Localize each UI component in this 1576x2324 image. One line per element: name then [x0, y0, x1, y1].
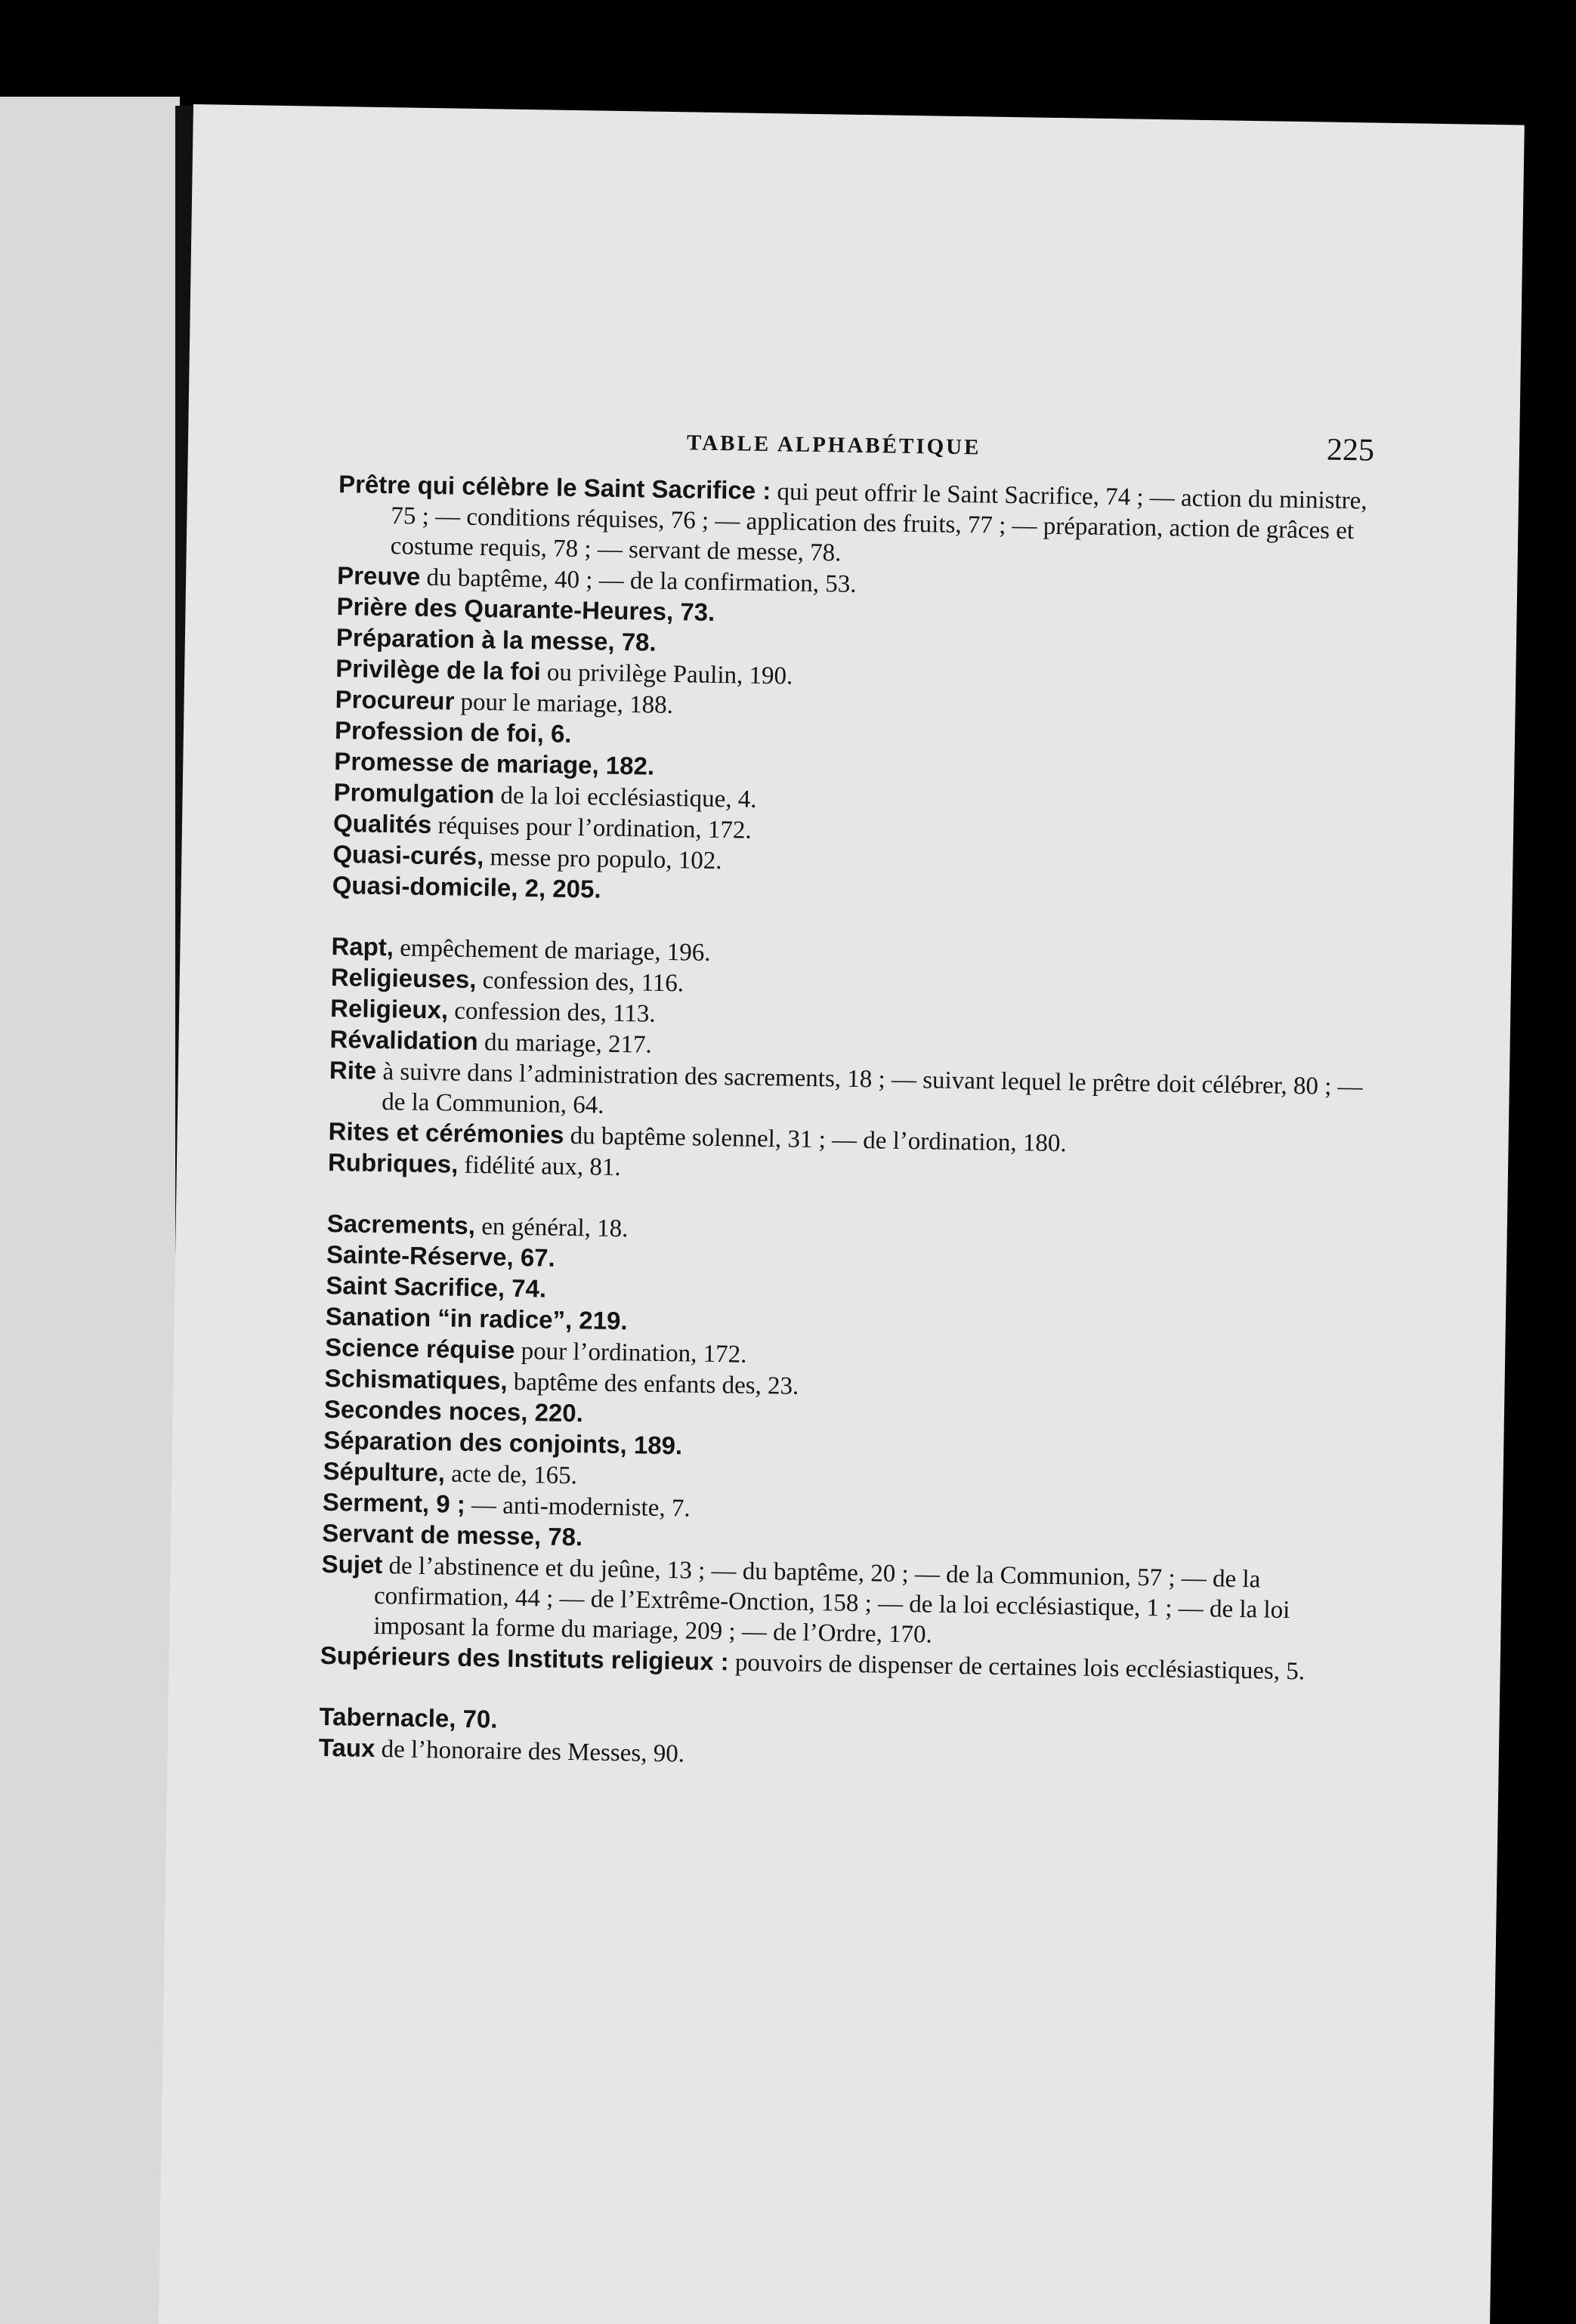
entry-text: empêchement de mariage, 196.	[393, 934, 711, 967]
entry-heading: Rites et cérémonies	[328, 1116, 564, 1149]
entry-heading: Procureur	[335, 685, 455, 715]
entry-heading: Rite	[329, 1055, 377, 1085]
entry-heading: Science réquise	[324, 1332, 515, 1364]
entry-heading: Qualités	[332, 809, 432, 839]
entry-text: pouvoirs de dispenser de certaines lois ecclésiastiques, 5.	[728, 1649, 1306, 1686]
index-entries	[319, 469, 1374, 1779]
entry-heading: Servant de messe, 78.	[322, 1518, 583, 1551]
entry-text: pour l’ordination, 172.	[515, 1337, 747, 1369]
entry-text: acte de, 165.	[444, 1460, 578, 1490]
entry-heading: Rapt,	[331, 932, 394, 961]
entry-text: ou privilège Paulin, 190.	[540, 659, 793, 690]
entry-text: de l’abstinence et du jeûne, 13 ; — du baptême, 20 ; — de la Communion, 57 ; — de la confirmation, 44 ; — de l’Extrême-Onction, 158 ; — de la loi ecclésiastique, 1 ; — de la loi imposant la forme du mariage, 209 ; — de l’Ordre, 170.	[373, 1552, 1290, 1649]
index-entry	[320, 1549, 1357, 1657]
entry-heading: Religieuses,	[330, 963, 477, 994]
entry-text: qui peut offrir le Saint Sacrifice, 74 ; — action du ministre, 75 ; — conditions réquises, 76 ; — application des fruits, 77 ; — préparation, action de grâces et costume requis, 78 ; — servant de messe, 78.	[390, 478, 1367, 567]
entry-heading: Quasi-domicile, 2, 205.	[332, 871, 601, 903]
entry-text: réquises pour l’ordination, 172.	[431, 812, 752, 844]
entry-heading: Révalidation	[329, 1024, 479, 1056]
index-entry	[338, 469, 1374, 577]
entry-heading: Sépulture,	[323, 1456, 446, 1487]
left-page-edge	[0, 97, 180, 2324]
entry-text: de la loi ecclésiastique, 4.	[494, 782, 757, 813]
entry-heading: Sacrements,	[326, 1208, 476, 1240]
entry-text: à suivre dans l’administration des sacrements, 18 ; — suivant lequel le prêtre doit célébrer, 80 ; — de la Communion, 64.	[375, 1057, 1363, 1119]
entry-heading: Supérieurs des Instituts religieux :	[320, 1640, 729, 1676]
entry-text: confession des, 116.	[476, 967, 684, 998]
page-number: 225	[1326, 432, 1375, 468]
entry-text: fidélité aux, 81.	[458, 1151, 621, 1182]
entry-heading: Rubriques,	[327, 1147, 459, 1178]
entry-text: confession des, 113.	[447, 997, 656, 1028]
entry-heading: Préparation à la messe, 78.	[335, 623, 657, 656]
entry-heading: Taux	[318, 1733, 375, 1763]
entry-heading: Saint Sacrifice, 74.	[326, 1270, 547, 1303]
entry-heading: Promesse de mariage, 182.	[334, 747, 655, 780]
entry-text: baptême des enfants des, 23.	[507, 1368, 799, 1400]
entry-heading: Privilège de la foi	[335, 654, 541, 686]
entry-heading: Promulgation	[333, 778, 495, 809]
entry-text: du mariage, 217.	[477, 1029, 653, 1059]
entry-heading: Séparation des conjoints, 189.	[323, 1425, 683, 1460]
index-page	[159, 104, 1525, 2324]
page-content	[319, 416, 1375, 1779]
entry-heading: Quasi-curés,	[332, 840, 484, 871]
entry-heading: Prêtre qui célèbre le Saint Sacrifice :	[338, 470, 771, 505]
entry-heading: Sujet	[321, 1549, 383, 1579]
entry-heading: Religieux,	[329, 993, 449, 1024]
entry-heading: Tabernacle, 70.	[319, 1702, 498, 1733]
entry-heading: Prière des Quarante-Heures, 73.	[336, 592, 715, 626]
entry-heading: Serment, 9 ;	[322, 1487, 466, 1518]
entry-text: — anti-moderniste, 7.	[465, 1491, 691, 1523]
entry-text: du baptême solennel, 31 ; — de l’ordination, 180.	[564, 1122, 1067, 1158]
entry-text: de l’honoraire des Messes, 90.	[375, 1736, 685, 1768]
entry-heading: Sainte-Réserve, 67.	[326, 1239, 556, 1272]
running-title: TABLE ALPHABÉTIQUE	[686, 431, 981, 460]
entry-text: du baptême, 40 ; — de la confirmation, 53.	[419, 563, 857, 598]
entry-heading: Secondes noces, 220.	[323, 1394, 584, 1427]
entry-heading: Profession de foi, 6.	[334, 716, 572, 748]
entry-text: pour le mariage, 188.	[454, 688, 674, 720]
entry-heading: Preuve	[336, 561, 421, 591]
entry-text: en général, 18.	[474, 1213, 629, 1243]
entry-heading: Schismatiques,	[324, 1363, 508, 1395]
entry-heading: Sanation “in radice”, 219.	[325, 1301, 628, 1335]
entry-text: messe pro populo, 102.	[484, 844, 722, 875]
